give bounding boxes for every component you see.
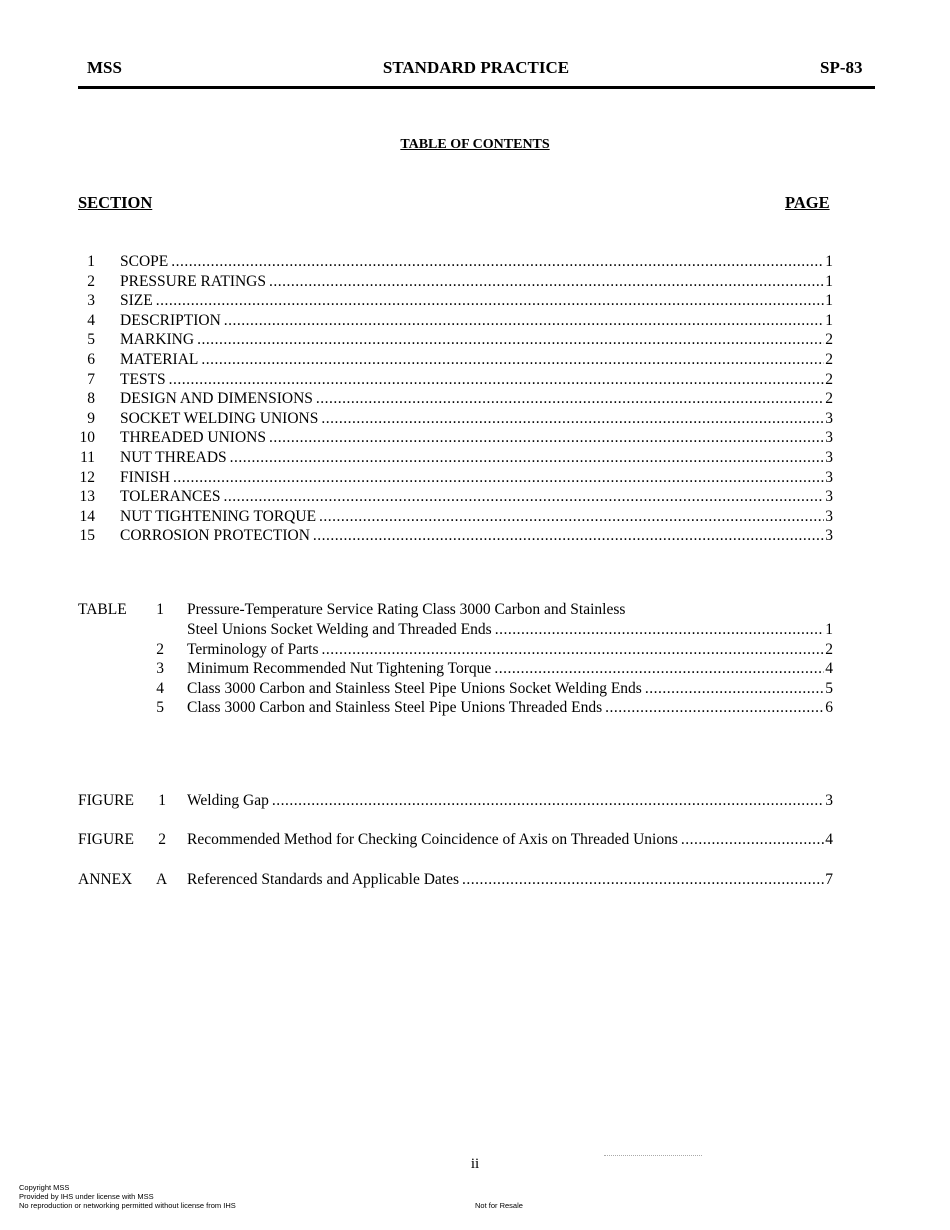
dot-leader <box>313 526 824 546</box>
section-title: CORROSION PROTECTION <box>120 527 310 545</box>
section-number: 14 <box>79 507 95 525</box>
section-title: MATERIAL <box>120 351 199 368</box>
entry-kind: ANNEX <box>78 871 133 888</box>
entry-page: 4 <box>825 831 833 848</box>
dot-leader <box>201 350 824 370</box>
entry-number: 2 <box>158 831 166 848</box>
section-number: 3 <box>87 292 95 310</box>
section-title: THREADED UNIONS <box>120 429 266 447</box>
toc-section-row[interactable] <box>78 526 833 546</box>
table-kind: TABLE <box>78 601 127 618</box>
toc-table-row[interactable] <box>156 640 833 660</box>
section-page: 1 <box>825 292 833 310</box>
entry-page: 3 <box>825 792 833 809</box>
section-number: 10 <box>79 429 95 447</box>
table-number: 3 <box>156 660 164 678</box>
table-entry-num: 1 <box>156 601 164 618</box>
dot-leader <box>272 791 824 811</box>
table-entry-first-line: Pressure-Temperature Service Rating Class 3000 Carbon and Stainless <box>187 601 626 618</box>
toc-section-row[interactable] <box>78 487 833 507</box>
entry-title: Recommended Method for Checking Coincidence of Axis on Threaded Unions <box>187 831 678 848</box>
section-title: SOCKET WELDING UNIONS <box>120 409 319 427</box>
toc-table-row[interactable] <box>156 620 833 640</box>
dot-leader <box>322 640 825 660</box>
entry-title: Referenced Standards and Applicable Dates <box>187 871 460 888</box>
dot-leader <box>169 370 825 390</box>
toc-figure-row[interactable] <box>78 791 833 811</box>
section-number: 2 <box>87 272 95 290</box>
toc-section-row[interactable] <box>78 389 833 409</box>
section-title: TESTS <box>120 370 166 388</box>
toc-section-row[interactable] <box>78 468 833 488</box>
dot-leader <box>645 679 824 699</box>
entry-kind: FIGURE <box>78 831 134 848</box>
section-number: 11 <box>80 449 95 466</box>
section-page: 3 <box>825 527 833 545</box>
dot-leader <box>321 409 824 429</box>
section-number: 15 <box>79 527 95 545</box>
section-number: 4 <box>87 311 95 329</box>
toc-section-row[interactable] <box>78 428 833 448</box>
header-title: STANDARD PRACTICE <box>382 58 570 77</box>
toc-section-row[interactable] <box>78 291 833 311</box>
table-title: Terminology of Parts <box>187 640 319 658</box>
footer-copyright: Copyright MSS <box>19 1183 70 1192</box>
section-page: 3 <box>825 429 833 447</box>
page-number: ii <box>470 1156 480 1172</box>
toc-section-row[interactable] <box>78 409 833 429</box>
toc-table-row[interactable] <box>156 659 833 679</box>
section-title: MARKING <box>120 331 195 349</box>
table-number: 2 <box>156 640 164 658</box>
dot-leader <box>173 468 824 488</box>
section-title: SIZE <box>120 292 153 310</box>
section-page: 3 <box>825 449 833 466</box>
section-number: 13 <box>79 488 95 506</box>
dot-leader <box>605 698 824 718</box>
section-number: 7 <box>87 370 95 388</box>
section-page: 2 <box>825 351 833 368</box>
table-page: 2 <box>825 640 833 658</box>
table-page: 6 <box>825 699 833 717</box>
footer-provided: Provided by IHS under license with MSS <box>19 1192 154 1201</box>
dot-leader <box>495 620 825 640</box>
entry-number: A <box>156 871 168 888</box>
section-title: PRESSURE RATINGS <box>120 272 266 290</box>
section-page: 3 <box>825 507 833 525</box>
section-number: 5 <box>87 331 95 349</box>
section-page: 2 <box>825 331 833 349</box>
toc-section-row[interactable] <box>78 350 833 370</box>
scan-artifact <box>604 1155 702 1157</box>
table-page: 1 <box>825 621 833 638</box>
entry-page: 7 <box>825 871 833 888</box>
dot-leader <box>494 659 824 679</box>
toc-figure-row[interactable] <box>78 830 833 850</box>
toc-section-row[interactable] <box>78 311 833 331</box>
dot-leader <box>197 330 824 350</box>
section-page: 1 <box>825 253 833 270</box>
page-column-header: PAGE <box>785 193 830 212</box>
toc-figure-row[interactable] <box>78 870 833 890</box>
toc-section-row[interactable] <box>78 272 833 292</box>
section-column-header: SECTION <box>78 193 153 212</box>
table-number: 5 <box>156 699 164 717</box>
dot-leader <box>156 291 825 311</box>
table-page: 5 <box>825 679 833 697</box>
dot-leader <box>316 389 824 409</box>
header-rule <box>78 86 875 89</box>
table-number: 4 <box>156 679 164 697</box>
table-page: 4 <box>825 660 833 678</box>
section-title: TOLERANCES <box>120 488 221 506</box>
table-title: Minimum Recommended Nut Tightening Torque <box>187 660 492 678</box>
section-title: NUT THREADS <box>120 449 227 466</box>
section-title: SCOPE <box>120 253 169 270</box>
section-number: 1 <box>87 253 95 270</box>
section-page: 3 <box>825 488 833 506</box>
dot-leader <box>223 487 824 507</box>
toc-title: TABLE OF CONTENTS <box>400 137 550 152</box>
section-page: 2 <box>825 370 833 388</box>
table-first-line <box>78 600 833 620</box>
toc-section-row[interactable] <box>78 507 833 527</box>
section-number: 12 <box>79 468 95 486</box>
section-page: 1 <box>825 311 833 329</box>
section-number: 8 <box>87 390 95 408</box>
section-page: 3 <box>825 468 833 486</box>
table-title: Class 3000 Carbon and Stainless Steel Pipe Unions Threaded Ends <box>187 699 603 717</box>
dot-leader <box>319 507 824 527</box>
section-page: 1 <box>825 272 833 290</box>
table-title: Class 3000 Carbon and Stainless Steel Pipe Unions Socket Welding Ends <box>187 679 642 697</box>
dot-leader <box>462 870 824 890</box>
toc-table-row[interactable] <box>156 698 833 718</box>
section-title: NUT TIGHTENING TORQUE <box>120 507 317 525</box>
entry-title: Welding Gap <box>187 792 269 809</box>
header-right: SP-83 <box>820 58 863 77</box>
toc-section-row[interactable] <box>78 448 833 468</box>
dot-leader <box>224 311 824 331</box>
section-page: 2 <box>825 390 833 408</box>
section-number: 6 <box>87 351 95 368</box>
toc-section-row[interactable] <box>78 370 833 390</box>
section-number: 9 <box>87 409 95 427</box>
entry-number: 1 <box>158 792 166 809</box>
dot-leader <box>269 272 824 292</box>
dot-leader <box>230 448 825 468</box>
entry-kind: FIGURE <box>78 792 134 809</box>
dot-leader <box>269 428 824 448</box>
section-page: 3 <box>825 409 833 427</box>
header-left: MSS <box>87 58 122 77</box>
section-title: DESCRIPTION <box>120 311 221 329</box>
section-title: DESIGN AND DIMENSIONS <box>120 390 313 408</box>
dot-leader <box>171 252 824 272</box>
footer-resale: Not for Resale <box>475 1201 523 1210</box>
dot-leader <box>681 830 824 850</box>
toc-section-row[interactable] <box>78 330 833 350</box>
toc-table-row[interactable] <box>156 679 833 699</box>
section-title: FINISH <box>120 468 170 486</box>
footer-no-repro: No reproduction or networking permitted without license from IHS <box>19 1201 236 1210</box>
toc-section-row[interactable] <box>78 252 833 272</box>
table-title: Steel Unions Socket Welding and Threaded Ends <box>187 621 492 638</box>
